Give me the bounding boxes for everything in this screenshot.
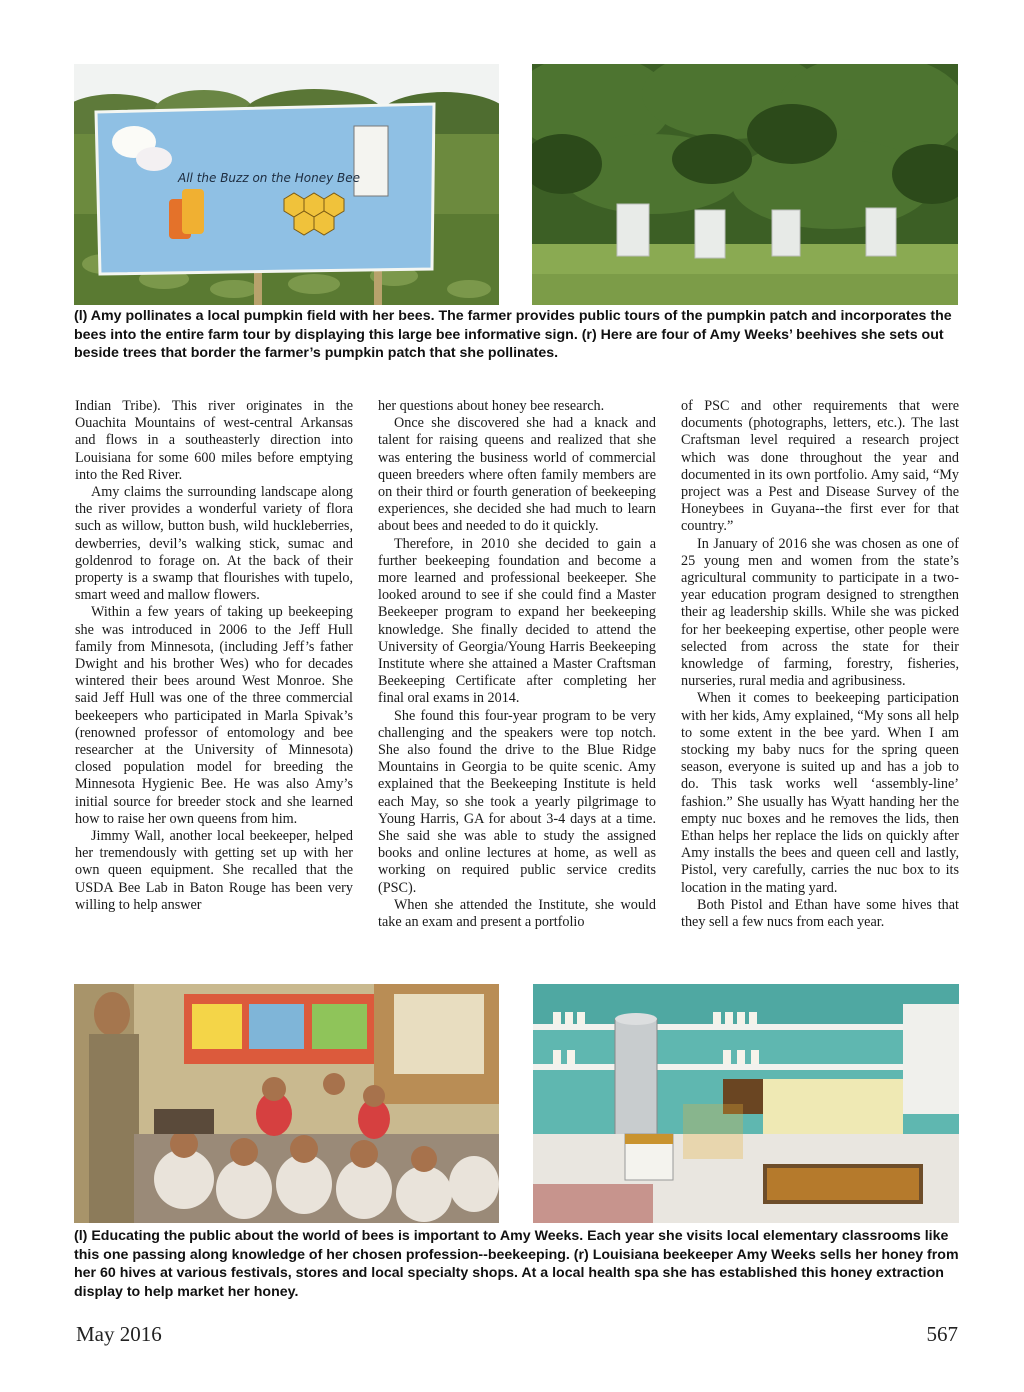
paragraph: Once she discovered she had a knack and talent for raising queens and realized that she was entering the business world of commercial queen breeders where often family members are on their third or fourth generation of beekeeping experiences, she decided she had much to learn about bees and needed to do it quickly.: [378, 415, 656, 535]
photo-beehives-treeline: [532, 64, 958, 305]
paragraph: When it comes to beekeeping participation with her kids, Amy explained, “My sons all help to some extent in the bee yard. When I am stocking my baby nucs for the spring queen season, everyone is suited up and has a job to do. This task works well ‘assembly-line’ fashion.” She usually has Wyatt handing her the empty nuc boxes and he removes the lids, then Ethan helps her replace the lids on quickly after Amy installs the bees and queen cell and lastly, Pistol, very carefully, carries the nuc box to its location in the mating yard.: [681, 690, 959, 896]
paragraph: Therefore, in 2010 she decided to gain a further beekeeping foundation and become a more learned and professional beekeeper. She looked around to see if she could find a Master Beekeeper program to expand her beekeeping knowledge. She finally decided to attend the University of Georgia/Young Harris Beekeeping Institute where she attained a Master Craftsman Beekeeping Certificate after completing her final oral exams in 2014.: [378, 535, 656, 707]
paragraph: She found this four-year program to be very challenging and the speakers were top notch. She also found the drive to the Blue Ridge Mountains in Georgia to be quite scenic. Amy explained that the Beekeeping Institute is held each May, so she took a yearly pilgrimage to Young Harris, GA for about 3-4 days at a time. She said she was able to study the assigned books and online lectures at home, as well as working on required public service credits (PSC).: [378, 707, 656, 896]
article-column-2: [378, 398, 656, 931]
paragraph: Within a few years of taking up beekeeping she was introduced in 2006 to the Jeff Hull family from Minnesota, (including Jeff’s father Dwight and his brother Wes) who for decades wintered their bees around West Monroe. She said Jeff Hull was one of the three commercial beekeepers who participated in Marla Spivak’s (renowned professor of entomology and bee researcher at the University of Minnesota) closed population model for breeding the Minnesota Hygienic Bee. He was also Amy’s initial source for breeder stock and she learned how to raise her own queens from him.: [75, 604, 353, 827]
page-number: 567: [926, 1322, 958, 1346]
paragraph: When she attended the Institute, she would take an exam and present a portfolio: [378, 896, 656, 931]
paragraph: Indian Tribe). This river originates in the Ouachita Mountains of west-central Arkansas and flows in a southeasterly direction into Louisiana for some 600 miles before emptying into the Red River.: [75, 398, 353, 483]
footer-date: May 2016: [76, 1322, 162, 1346]
article-column-1: [75, 398, 353, 914]
paragraph: Jimmy Wall, another local beekeeper, helped her tremendously with getting set up with her own queen equipment. She recalled that the USDA Bee Lab in Baton Rouge has been very willing to help answer: [75, 828, 353, 913]
paragraph: her questions about honey bee research.: [378, 398, 605, 414]
top-photo-caption: (l) Amy pollinates a local pumpkin field with her bees. The farmer provides public tours of the pumpkin patch and incorporates the bees into the entire farm tour by displaying this large bee informative sign. (r) Here are four of Amy Weeks’ beehives she sets out beside trees that border the farmer’s pumpkin patch that she pollinates.: [74, 308, 952, 361]
paragraph: Amy claims the surrounding landscape along the river provides a wonderful variety of flora such as willow, button bush, wild huckleberries, dewberries, devil’s walking stick, sumac and goldenrod to forage on. At the back of their property is a swamp that flourishes with tupelo, smart weed and mallow flowers.: [75, 484, 353, 604]
photo-pumpkin-field-sign: [74, 64, 499, 305]
paragraph: Both Pistol and Ethan have some hives that they sell a few nucs from each year.: [681, 896, 959, 931]
article-column-3: [681, 398, 959, 931]
paragraph: of PSC and other requirements that were documents (photographs, letters, etc.). The last Craftsman level required a research project which was done throughout the year and documented in its own portfolio. Amy said, “My project was a Pest and Disease Survey of the Honeybees in Guyana--the first ever for that country.”: [681, 398, 959, 535]
bottom-photo-caption: (l) Educating the public about the world of bees is important to Amy Weeks. Each year she visits local elementary classrooms like this one passing along knowledge of her chosen profession--beekeeping. (r) Louisiana beekeeper Amy Weeks sells her honey from her 60 hives at various festivals, stores and local specialty shops. At a local health spa she has established this honey extraction display to help market her honey.: [74, 1228, 959, 1300]
sign-title: All the Buzz on the Honey Bee: [178, 171, 360, 185]
paragraph: In January of 2016 she was chosen as one of 25 young men and women from the state’s agricultural community to participate in a two-year education program designed to strengthen their ag leadership skills. While she was picked for her beekeeping expertise, other people were selected from across the state for their knowledge of farming, forestry, fisheries, nurseries, rural media and agribusiness.: [681, 535, 959, 690]
photo-classroom: [74, 984, 499, 1223]
photo-honey-extraction-display: [533, 984, 959, 1223]
